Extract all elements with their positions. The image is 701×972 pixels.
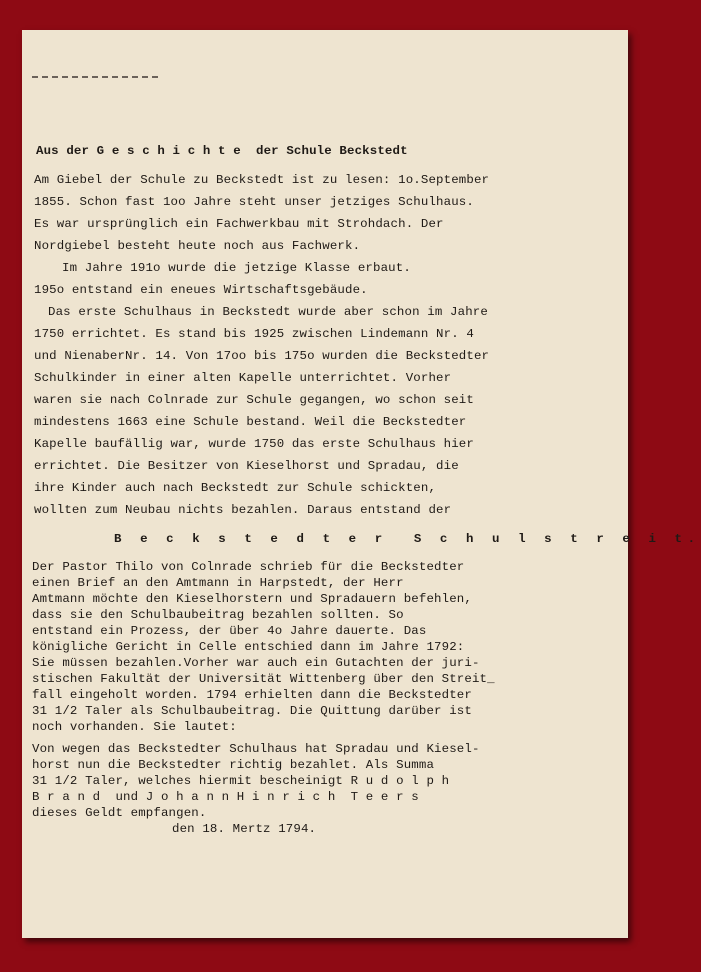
text-line: Im Jahre 191o wurde die jetzige Klasse erbaut. bbox=[62, 261, 411, 275]
text-line: 1750 errichtet. Es stand bis 1925 zwischen Lindemann Nr. 4 bbox=[34, 327, 474, 341]
text-line: Von wegen das Beckstedter Schulhaus hat Spradau und Kiesel- bbox=[32, 742, 480, 756]
dashed-rule bbox=[32, 76, 158, 78]
text-line: dass sie den Schulbaubeitrag bezahlen sollten. So bbox=[32, 608, 404, 622]
text-line: Amtmann möchte den Kieselhorstern und Spradauern befehlen, bbox=[32, 592, 472, 606]
text-line: 1855. Schon fast 1oo Jahre steht unser jetziges Schulhaus. bbox=[34, 195, 474, 209]
document-title: Aus der G e s c h i c h t e der Schule Beckstedt bbox=[36, 144, 408, 158]
text-line: 31 1/2 Taler, welches hiermit bescheinigt R u d o l p h bbox=[32, 774, 450, 788]
text-line: königliche Gericht in Celle entschied dann im Jahre 1792: bbox=[32, 640, 465, 654]
text-line: Nordgiebel besteht heute noch aus Fachwerk. bbox=[34, 239, 361, 253]
text-line: entstand ein Prozess, der über 4o Jahre dauerte. Das bbox=[32, 624, 427, 638]
text-line: horst nun die Beckstedter richtig bezahlet. Als Summa bbox=[32, 758, 435, 772]
text-line: B r a n d und J o h a n n H i n r i c h T e e r s bbox=[32, 790, 419, 804]
text-line: Sie müssen bezahlen.Vorher war auch ein Gutachten der juri- bbox=[32, 656, 480, 670]
text-line: noch vorhanden. Sie lautet: bbox=[32, 720, 237, 734]
document-page bbox=[22, 30, 701, 938]
section-heading: B e c k s t e d t e r S c h u l s t r e i t. bbox=[114, 532, 701, 546]
text-line: 195o entstand ein eneues Wirtschaftsgebäude. bbox=[34, 283, 368, 297]
date-line: den 18. Mertz 1794. bbox=[172, 822, 317, 836]
text-line: fall eingeholt worden. 1794 erhielten dann die Beckstedter bbox=[32, 688, 472, 702]
text-line: ihre Kinder auch nach Beckstedt zur Schule schickten, bbox=[34, 481, 437, 495]
text-line: Schulkinder in einer alten Kapelle unterrichtet. Vorher bbox=[34, 371, 452, 385]
text-line: Das erste Schulhaus in Beckstedt wurde aber schon im Jahre bbox=[48, 305, 488, 319]
text-line: wollten zum Neubau nichts bezahlen. Daraus entstand der bbox=[34, 503, 452, 517]
text-line: einen Brief an den Amtmann in Harpstedt, der Herr bbox=[32, 576, 404, 590]
text-line: und NienaberNr. 14. Von 17oo bis 175o wurden die Beckstedter bbox=[34, 349, 490, 363]
text-line: Der Pastor Thilo von Colnrade schrieb für die Beckstedter bbox=[32, 560, 465, 574]
text-line: mindestens 1663 eine Schule bestand. Weil die Beckstedter bbox=[34, 415, 467, 429]
text-line: Am Giebel der Schule zu Beckstedt ist zu lesen: 1o.September bbox=[34, 173, 490, 187]
text-line: Es war ursprünglich ein Fachwerkbau mit Strohdach. Der bbox=[34, 217, 444, 231]
text-line: errichtet. Die Besitzer von Kieselhorst und Spradau, die bbox=[34, 459, 459, 473]
text-line: dieses Geldt empfangen. bbox=[32, 806, 207, 820]
text-line: waren sie nach Colnrade zur Schule gegangen, wo schon seit bbox=[34, 393, 474, 407]
text-line: 31 1/2 Taler als Schulbaubeitrag. Die Quittung darüber ist bbox=[32, 704, 472, 718]
text-line: stischen Fakultät der Universität Wittenberg über den Streit_ bbox=[32, 672, 495, 686]
text-line: Kapelle baufällig war, wurde 1750 das erste Schulhaus hier bbox=[34, 437, 474, 451]
